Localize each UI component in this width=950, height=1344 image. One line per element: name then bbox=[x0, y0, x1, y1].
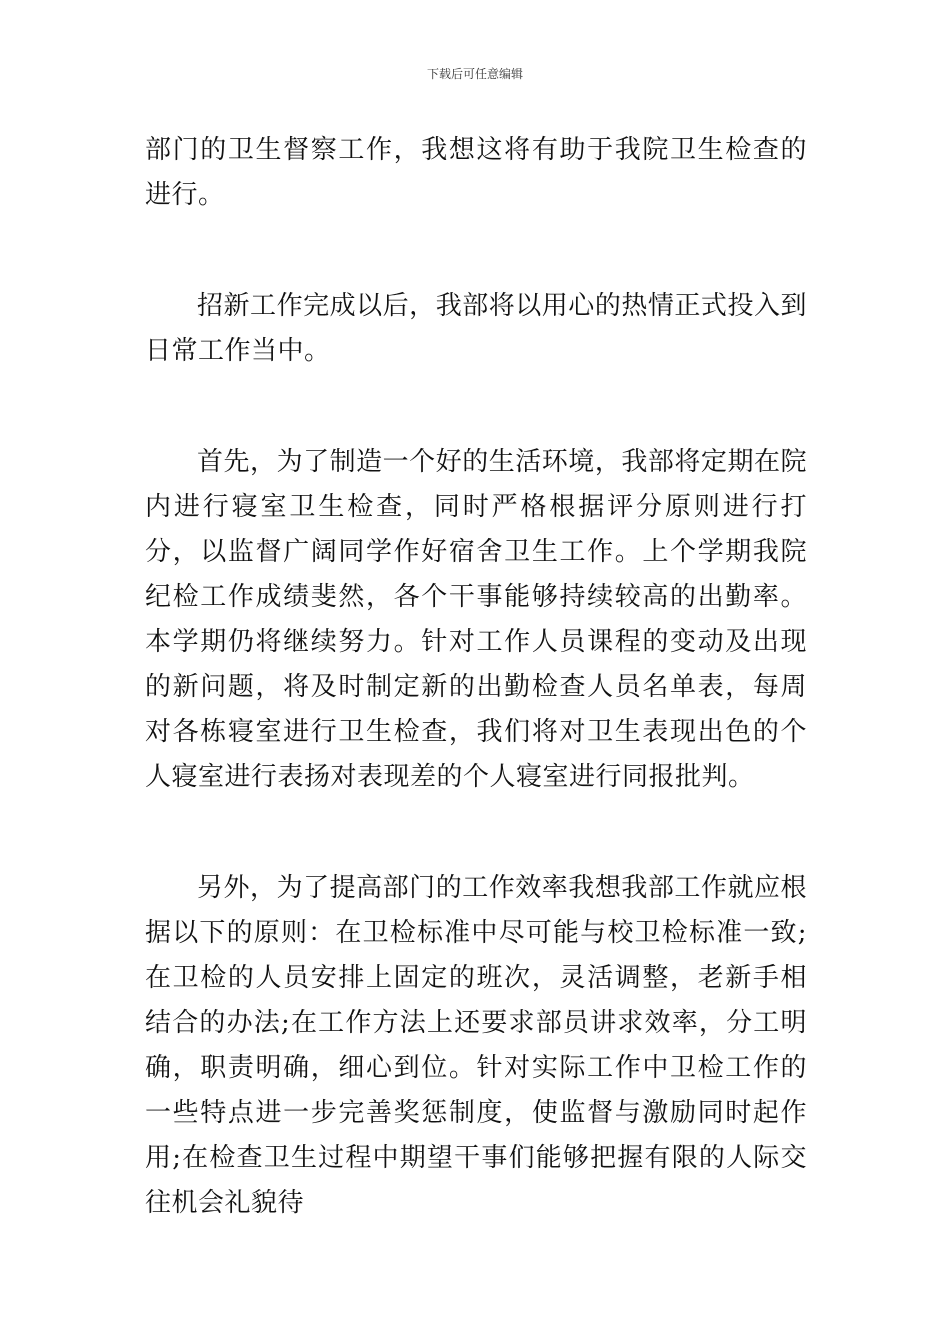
paragraph-recruitment: 招新工作完成以后，我部将以用心的热情正式投入到日常工作当中。 bbox=[145, 291, 807, 366]
paragraph-continuation: 部门的卫生督察工作，我想这将有助于我院卫生检查的进行。 bbox=[145, 135, 807, 210]
document-body bbox=[145, 128, 807, 1226]
paragraph-efficiency-principles: 另外，为了提高部门的工作效率我想我部工作就应根据以下的原则：在卫检标准中尽可能与校卫检标准一致;在卫检的人员安排上固定的班次，灵活调整，老新手相结合的办法;在工作方法上还要求部员讲求效率，分工明确，职责明确，细心到位。针对实际工作中卫检工作的一些特点进一步完善奖惩制度，使监督与激励同时起作用;在检查卫生过程中期望干事们能够把握有限的人际交往机会礼貌待 bbox=[145, 873, 807, 1218]
page-header-note: 下载后可任意编辑 bbox=[426, 67, 523, 81]
paragraph-dorm-inspection: 首先，为了制造一个好的生活环境，我部将定期在院内进行寝室卫生检查，同时严格根据评分原则进行打分，以监督广阔同学作好宿舍卫生工作。上个学期我院纪检工作成绩斐然，各个干事能够持续较高的出勤率。本学期仍将继续努力。针对工作人员课程的变动及出现的新问题，将及时制定新的出勤检查人员名单表，每周对各栋寝室进行卫生检查，我们将对卫生表现出色的个人寝室进行表扬对表现差的个人寝室进行同报批判。 bbox=[145, 447, 807, 792]
